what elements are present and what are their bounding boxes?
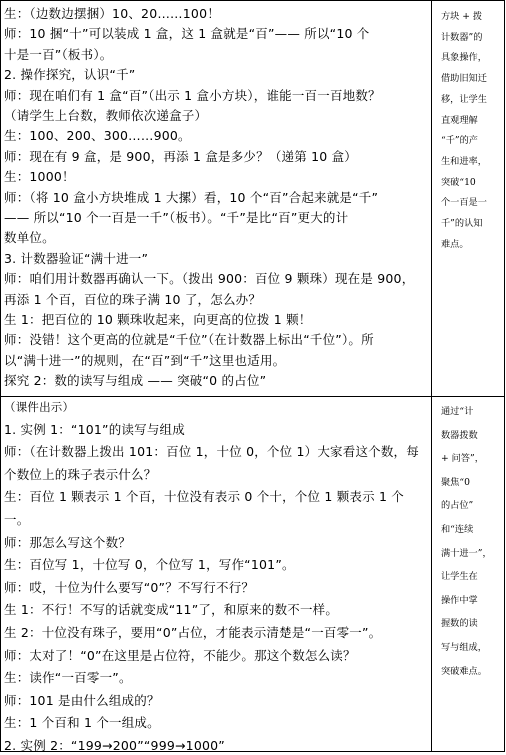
teaching-process-column [1,1,432,751]
note-line: 计数器”的 [441,31,483,43]
text-line: 生 2：十位没有珠子，要用“0”占位，才能表示清楚是“一百零一”。 [4,625,382,640]
text-line: 师：那怎么写这个数？ [4,534,132,550]
text-line: 师：现在有 9 盒，是 900，再添 1 盒是多少？（递第 10 盒） [4,148,357,164]
note-line: 的占位” [441,500,474,512]
text-line: 数单位。 [4,230,55,246]
text-line: 师：（在计数器上拨出 101：百位 1，十位 0，个位 1）大家看这个数，每 [4,444,419,460]
note-line: 移，让学生 [441,93,487,105]
text-line: 生：读作“一百零一”。 [4,670,132,686]
note-line: 让学生在 [441,571,478,583]
text-line: 师：太对了！“0”在这里是占位符，不能少。那这个数怎么读？ [4,647,356,663]
text-line: 生：百位写 1，十位写 0，个位写 1，写作“101”。 [4,557,295,573]
note-line: 和“连续 [441,524,474,535]
note-line: 生和进率， [441,155,487,167]
text-line: 生：1000！ [4,169,75,185]
note-line: 通过“计 [441,406,474,417]
note-line: 操作中掌 [441,594,478,606]
note-line: 写与组成， [441,642,487,653]
note-line: 千”的认知 [441,218,483,229]
note-line: 个一百是一 [441,197,487,209]
text-line: 生 1：不行！不写的话就变成“11”了，和原来的数不一样。 [4,602,339,618]
note-line: 借助旧知迁 [441,73,487,85]
text-line: 一。 [4,512,30,527]
note-line: 难点。 [441,238,469,250]
text-line: 生：（边数边摆捆）10、20……100！ [4,6,220,21]
row-divider [432,396,505,397]
text-line: 师：没错！这个更高的位就是“千位”（在计数器上标出“千位”）。所 [4,332,374,348]
note-line: 突破“10 [441,176,476,188]
text-line: 2. 操作探究，认识“千” [4,67,136,83]
note-line: “千”的产 [441,135,478,147]
text-line: —— 所以“10 个一百是一千”（板书）。“千”是比“百”更大的计 [4,210,349,225]
text-line: 再添 1 个百，百位的珠子满 10 了，怎么办？ [4,291,262,307]
text-line: 生：100、200、300……900。 [4,128,191,144]
text-line: 2. 实例 2：“199→200”“999→1000” [4,738,225,753]
note-line: 满十进一”， [441,547,492,559]
note-line: 具象操作， [441,52,487,64]
text-line: 以“满十进一”的规则，在“百”到“千”这里也适用。 [4,352,286,368]
text-line: 生 1：把百位的 10 颗珠收起来，向更高的位拨 1 颗！ [4,312,312,327]
text-line: 1. 实例 1：“101”的读写与组成 [4,421,185,437]
note-line: 聚焦“0 [441,476,470,488]
text-line: 师：现在咱们有 1 盒“百”（出示 1 盒小方块），谁能一百一百地数？ [4,87,381,103]
text-line: 师：咱们用计数器再确认一下。（拨出 900：百位 9 颗珠）现在是 900， [4,271,415,287]
text-line: 师：哎，十位为什么要写“0”？不写行不行？ [4,579,255,595]
note-line: 数器拨数 [441,429,478,441]
note-line: 方块 + 拨 [441,11,483,22]
row-divider [1,396,431,397]
text-line: 生：1 个百和 1 个一组成。 [4,715,160,731]
text-line: 探究 2：数的读写与组成 —— 突破“0 的占位” [4,373,267,389]
text-line: 师：（将 10 盒小方块堆成 1 大摞）看，10 个“百”合起来就是“千” [4,189,379,205]
note-line: 突破难点。 [441,665,487,677]
design-intent-column [432,1,505,751]
text-line: （课件出示） [4,400,75,414]
text-line: 生：百位 1 颗表示 1 个百，十位没有表示 0 个十，个位 1 颗表示 1 个 [4,489,404,505]
note-line: 直观理解 [441,114,478,126]
note-line: 握数的读 [441,618,478,630]
text-line: 3. 计数器验证“满十进一” [4,250,149,266]
text-line: 师：10 捆“十”可以装成 1 盒，这 1 盒就是“百”—— 所以“10 个 [4,26,370,42]
text-line: 十是一百”（板书）。 [4,46,113,62]
text-line: （请学生上台数，教师依次递盒子） [4,108,208,123]
text-line: 个数位上的珠子表示什么？ [4,466,157,482]
note-line: + 问答”， [441,453,484,465]
text-line: 师：101 是由什么组成的？ [4,692,160,708]
